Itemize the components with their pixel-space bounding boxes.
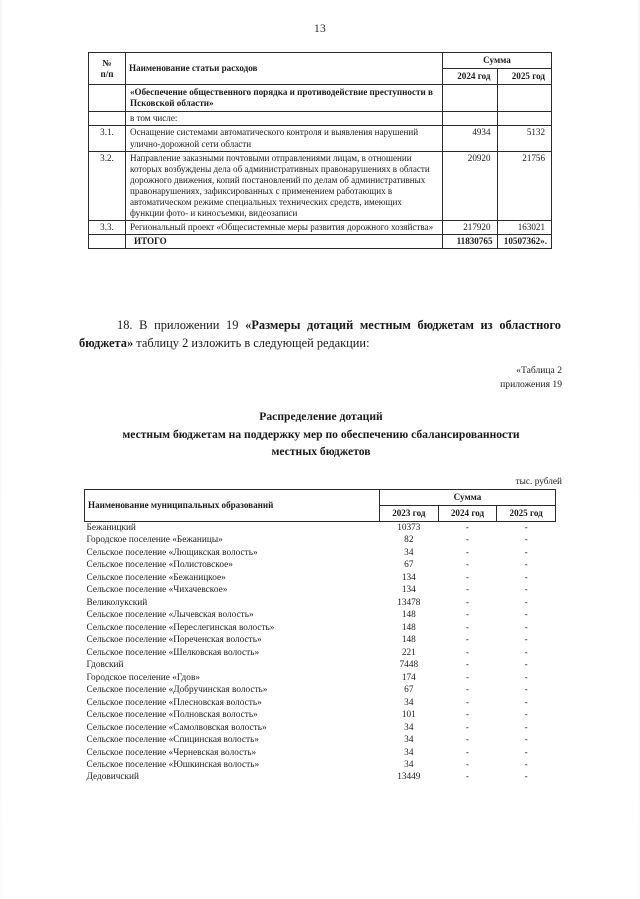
cell-municipality: Городское поселение «Гдов» — [86, 672, 200, 683]
cell-municipality: Сельское поселение «Пореченская волость» — [86, 635, 262, 646]
cell-year-2024: - — [465, 597, 470, 608]
cell-number: 3.1. — [89, 126, 126, 151]
cell-year-2025: - — [524, 535, 528, 546]
column-header-year-2024: 2024 год — [438, 506, 497, 522]
cell-year-2025: - — [524, 647, 528, 658]
cell-year-2024: - — [465, 622, 470, 633]
cell-year-2025: - — [524, 597, 528, 608]
cell-municipality: Сельское поселение «Полновская волость» — [86, 710, 258, 721]
table-row — [85, 747, 556, 759]
cell-year-2024: - — [465, 535, 470, 546]
column-header-number-line2: п/п — [100, 68, 114, 79]
cell-year-2023: 7448 — [399, 660, 419, 671]
cell-year-2023: 134 — [401, 585, 416, 596]
subsidies-table-container — [84, 489, 556, 784]
cell-municipality: Сельское поселение «Черневская волость» — [86, 747, 257, 758]
column-header-sum: Сумма — [443, 53, 552, 69]
table-row — [85, 572, 556, 584]
cell-municipality: Сельское поселение «Лычевская волость» — [86, 610, 254, 621]
cell-municipality: Сельское поселение «Лющикская волость» — [86, 547, 258, 558]
table-reference — [300, 364, 562, 393]
column-header-sum: Сумма — [380, 490, 556, 506]
cell-year-2025: - — [524, 610, 528, 621]
cell-year-2025: - — [524, 547, 528, 558]
cell-year-2025: - — [524, 735, 528, 746]
cell-year-2023: 221 — [401, 647, 416, 658]
cell-year-2025: - — [524, 747, 528, 758]
table-row — [85, 672, 556, 684]
cell-year-2024 — [443, 85, 498, 112]
table-row — [85, 610, 556, 622]
expenses-table-head — [89, 53, 552, 85]
cell-municipality: Великолукский — [86, 597, 148, 608]
page-number: 13 — [314, 23, 326, 35]
cell-municipality: Сельское поселение «Плесновская волость» — [86, 697, 262, 708]
table-row — [89, 85, 552, 112]
table-row — [85, 697, 556, 709]
cell-year-2023: 34 — [404, 735, 414, 746]
cell-year-2025: 163021 — [497, 221, 552, 235]
cell-year-2024: - — [465, 610, 470, 621]
cell-year-2023: 34 — [404, 722, 414, 733]
cell-year-2025: 21756 — [497, 151, 552, 221]
column-header-year-2025: 2025 год — [497, 69, 552, 85]
cell-year-2024: - — [465, 697, 470, 708]
cell-year-2023: 34 — [404, 747, 414, 758]
expenses-table-body — [89, 85, 552, 249]
cell-municipality: Сельское поселение «Чихачевское» — [86, 585, 228, 596]
cell-year-2024: - — [465, 585, 470, 596]
table-row — [85, 522, 556, 535]
subsidies-table-head — [85, 490, 556, 522]
paragraph-18-prefix: 18. В приложении 19 — [117, 318, 246, 332]
paragraph-18-bold-title: «Размеры дотаций местным бюджетам из областного бюджета» — [79, 318, 561, 351]
cell-year-2024: - — [465, 735, 470, 746]
table-row — [85, 585, 556, 597]
cell-year-2025: 5132 — [497, 126, 552, 151]
section-heading-line2: местным бюджетам на поддержку мер по обеспечению сбалансированности — [122, 427, 520, 441]
cell-year-2025: - — [524, 635, 528, 646]
cell-municipality: Бежаницкий — [86, 522, 136, 533]
cell-expense-name: Направление заказными почтовыми отправлениями лицам, в отношении которых возбуждены дела об административных правонарушениях в области дорожного движения, копий постановлений по делам об административных правонарушениях, зафиксированных с применением работающих в автоматическом режиме специальных технических средств, имеющих функции фото- и киносъемки, видеозаписи — [126, 151, 443, 221]
cell-year-2024: - — [465, 710, 470, 721]
subsidies-table — [84, 489, 556, 784]
cell-year-2024: 217920 — [443, 221, 498, 235]
cell-municipality: Гдовский — [86, 660, 124, 671]
table-row — [89, 112, 552, 126]
table-row — [85, 547, 556, 559]
section-heading-line1: Распределение дотаций — [259, 410, 383, 423]
table-header-row — [89, 53, 552, 69]
subsidies-table-body — [85, 522, 556, 785]
cell-year-2025: - — [524, 622, 528, 633]
cell-total-label: ИТОГО — [126, 235, 443, 249]
cell-year-2024: - — [465, 672, 470, 683]
cell-year-2025: - — [524, 697, 528, 708]
column-header-municipality: Наименование муниципальных образований — [85, 490, 380, 522]
cell-year-2023: 67 — [404, 685, 414, 696]
cell-year-2023: 148 — [401, 635, 416, 646]
cell-year-2024: - — [465, 685, 470, 696]
cell-municipality: Сельское поселение «Полистовское» — [86, 560, 233, 571]
cell-municipality: Сельское поселение «Самолвовская волость» — [86, 722, 267, 733]
cell-year-2023: 148 — [401, 622, 416, 633]
column-header-number-line1: № — [102, 57, 112, 68]
section-heading-line3: местных бюджетов — [271, 445, 371, 459]
cell-municipality: Сельское поселение «Спицинская волость» — [86, 735, 259, 746]
table-row — [85, 722, 556, 734]
paragraph-18-suffix: таблицу 2 изложить в следующей редакции: — [133, 336, 370, 351]
cell-year-2025 — [497, 112, 552, 126]
column-header-year-2023: 2023 год — [380, 506, 439, 522]
cell-year-2025: - — [524, 685, 528, 696]
table-row — [85, 535, 556, 547]
cell-year-2025: - — [524, 572, 528, 583]
cell-municipality: Сельское поселение «Шелковская волость» — [86, 647, 260, 658]
table-row — [89, 126, 552, 151]
cell-year-2024: - — [465, 660, 470, 671]
cell-year-2024: 4934 — [443, 126, 498, 151]
cell-municipality: Сельское поселение «Юшкинская волость» — [86, 759, 260, 770]
cell-year-2025: - — [524, 722, 528, 733]
cell-municipality: Сельское поселение «Переслегинская волость» — [86, 622, 275, 633]
cell-total-year-2024: 11830765 — [443, 235, 498, 249]
cell-year-2023: 148 — [401, 610, 416, 621]
cell-number — [89, 85, 126, 112]
table-row — [85, 635, 556, 647]
cell-year-2024: - — [465, 772, 470, 783]
table-reference-line2: приложения 19 — [500, 379, 562, 391]
cell-year-2023: 34 — [404, 697, 414, 708]
cell-year-2024: - — [465, 635, 470, 646]
cell-number: 3.3. — [89, 221, 126, 235]
cell-year-2025: - — [524, 672, 528, 683]
cell-year-2024: - — [465, 547, 470, 558]
table-row — [85, 772, 556, 784]
cell-year-2023: 67 — [404, 560, 414, 571]
table-row — [85, 647, 556, 659]
cell-expense-name: «Обеспечение общественного порядка и противодействие преступности в Псковской области» — [126, 85, 443, 112]
table-row — [89, 221, 552, 235]
cell-year-2023: 13478 — [397, 597, 421, 608]
cell-year-2024: - — [465, 572, 470, 583]
cell-year-2024: - — [465, 522, 470, 533]
cell-year-2023: 82 — [404, 535, 414, 546]
cell-number-empty — [89, 235, 126, 249]
cell-year-2025: - — [524, 522, 528, 533]
table-header-row — [85, 490, 556, 506]
units-note: тыс. рублей — [515, 477, 562, 487]
table-row — [85, 622, 556, 634]
cell-year-2025: - — [524, 585, 528, 596]
cell-year-2023: 101 — [401, 710, 416, 721]
cell-expense-name: в том числе: — [126, 112, 443, 126]
table-row — [85, 709, 556, 721]
cell-total-year-2025: 10507362». — [497, 235, 552, 249]
cell-year-2024: - — [465, 647, 470, 658]
cell-year-2023: 34 — [404, 759, 414, 770]
cell-year-2025: - — [524, 759, 528, 770]
paragraph-18 — [79, 316, 561, 353]
cell-municipality: Сельское поселение «Бежаницкое» — [86, 572, 226, 583]
column-header-number — [89, 53, 126, 85]
cell-year-2024 — [443, 112, 498, 126]
cell-year-2023: 10373 — [397, 522, 421, 533]
cell-municipality: Дедовичский — [86, 772, 139, 783]
table-row — [85, 660, 556, 672]
cell-expense-name: Региональный проект «Общесистемные меры развития дорожного хозяйства» — [126, 221, 443, 235]
table-row — [85, 734, 556, 746]
table-row — [85, 759, 556, 771]
expenses-table-container — [88, 52, 552, 249]
table-row — [85, 560, 556, 572]
cell-year-2023: 174 — [401, 672, 416, 683]
cell-year-2023: 34 — [404, 547, 414, 558]
cell-number: 3.2. — [89, 151, 126, 221]
cell-number — [89, 112, 126, 126]
table-row — [89, 151, 552, 221]
cell-year-2023: 13449 — [397, 772, 421, 783]
cell-expense-name: Оснащение системами автоматического контроля и выявления нарушений улично-дорожной сети области — [126, 126, 443, 151]
expenses-table — [88, 52, 552, 249]
table-row — [85, 597, 556, 609]
cell-year-2023: 134 — [401, 572, 416, 583]
cell-year-2024: - — [465, 759, 470, 770]
column-header-expense-name: Наименование статьи расходов — [126, 53, 443, 85]
cell-year-2025: - — [524, 772, 528, 783]
table-row — [85, 684, 556, 696]
cell-year-2024: 20920 — [443, 151, 498, 221]
section-heading — [72, 408, 570, 461]
cell-year-2025: - — [524, 660, 528, 671]
cell-year-2024: - — [465, 560, 470, 571]
table-total-row — [89, 235, 552, 249]
cell-year-2024: - — [465, 722, 470, 733]
cell-year-2024: - — [465, 747, 470, 758]
table-reference-line1: «Таблица 2 — [516, 365, 562, 376]
cell-year-2025 — [497, 85, 552, 112]
cell-municipality: Городское поселение «Бежаницы» — [86, 535, 223, 546]
scan-artifact-left — [0, 0, 2, 899]
column-header-year-2025: 2025 год — [497, 506, 556, 522]
cell-year-2025: - — [524, 710, 528, 721]
cell-year-2025: - — [524, 560, 528, 571]
column-header-year-2024: 2024 год — [443, 69, 498, 85]
cell-municipality: Сельское поселение «Добручинская волость» — [86, 685, 268, 696]
